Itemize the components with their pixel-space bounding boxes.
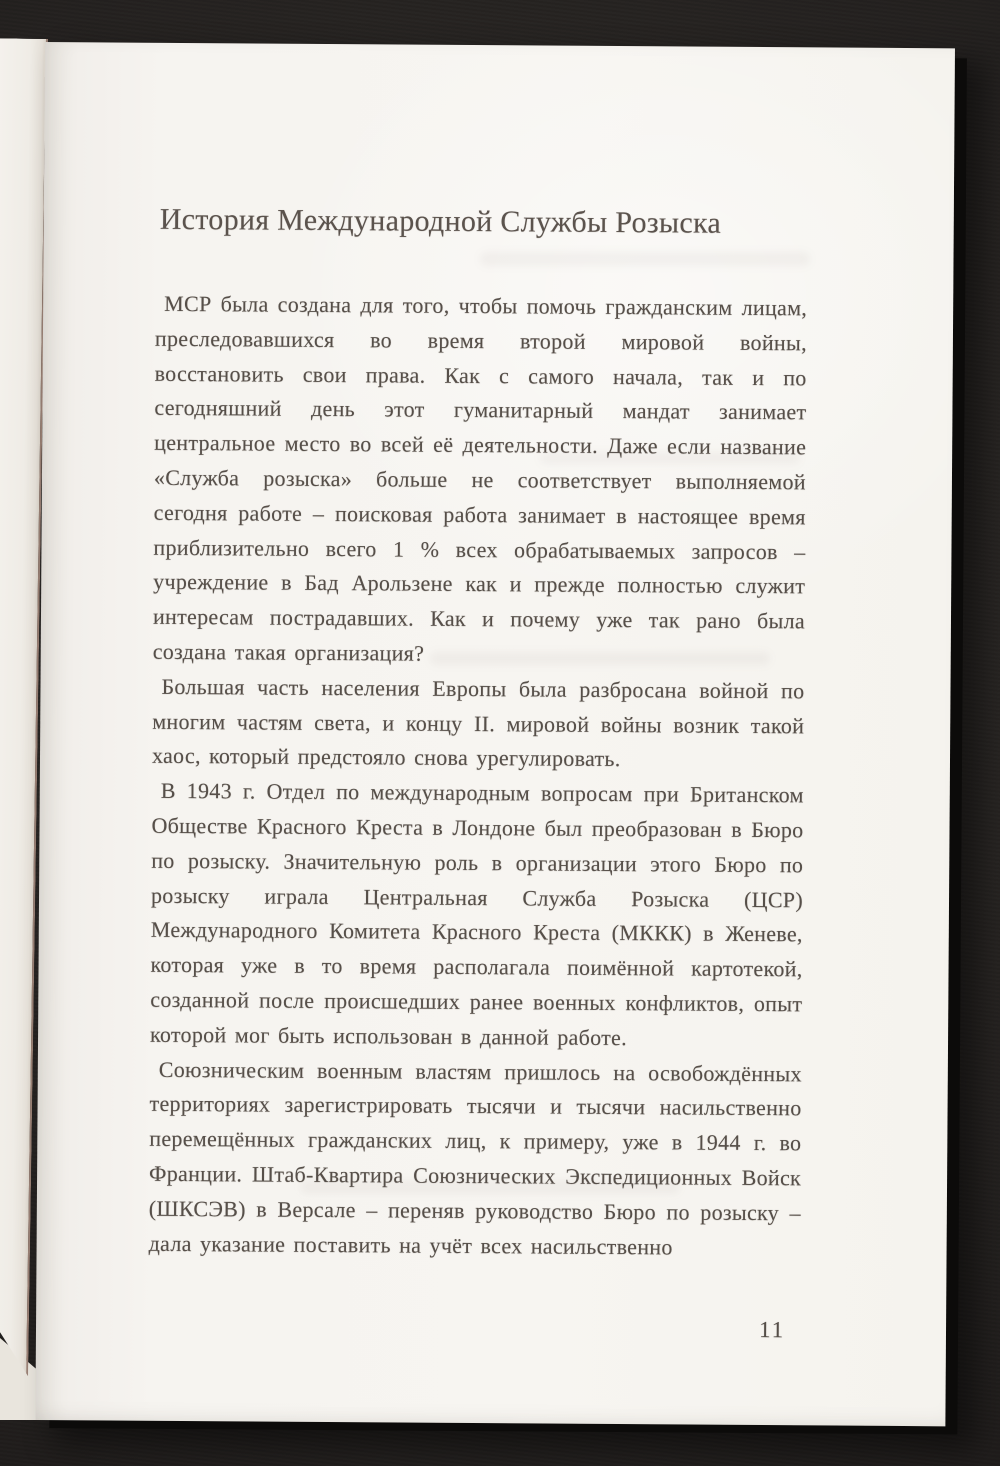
paragraph-4: Союзническим военным властям пришлось на освобождённых территориях зарегистрировать тысячи и тысячи насильственно перемещённых гражданских лиц, к примеру, уже в 1944 г. во Франции. Штаб-Квартира Союзнических Экспедиционных Войск (ШКСЭВ) в Версале – переняв руководство Бюро по розыску – дала указание поставить на учёт всех насильственно <box>148 1056 802 1259</box>
paragraph-3: В 1943 г. Отдел по международным вопросам при Британском Обществе Красного Креста в Лондоне был преобразован в Бюро по розыску. Значительную роль в организации этого Бюро по розыску играла Центральная Служба Розыска (ЦСР) Международного Комитета Красного Креста (МККК) в Женеве, которая уже в то время располагала поимённой картотекой, созданной после происшедших ранее военных конфликтов, опыт которой мог быть использован в данной работе. <box>149 777 804 1050</box>
page-body <box>148 287 807 1266</box>
paragraph-1: МСР была создана для того, чтобы помочь гражданским лицам, преследовавшихся во время второй мировой войны, восстановить свои права. Как с самого начала, так и по сегодняшний день этот гуманитарный мандат занимает центральное место во всей её деятельности. Даже если название «Служба розыска» больше не соответствует выполняемой сегодня работе – поисковая работа занимает в настоящее время приблизительно всего 1 % всех обрабатываемых запросов – учреждение в Бад Арользене как и прежде полностью служит интересам пострадавших. Как и почему уже так рано была создана такая организация? <box>152 290 808 666</box>
page-title: История Международной Службы Розыска <box>159 202 722 240</box>
paragraph-2: Большая часть населения Европы была разбросана войной по многим частям света, и концу II. мировой войны возник такой хаос, который предстояло снова урегулировать. <box>151 673 805 772</box>
page-number: 11 <box>758 1317 786 1343</box>
book-page <box>35 42 955 1426</box>
